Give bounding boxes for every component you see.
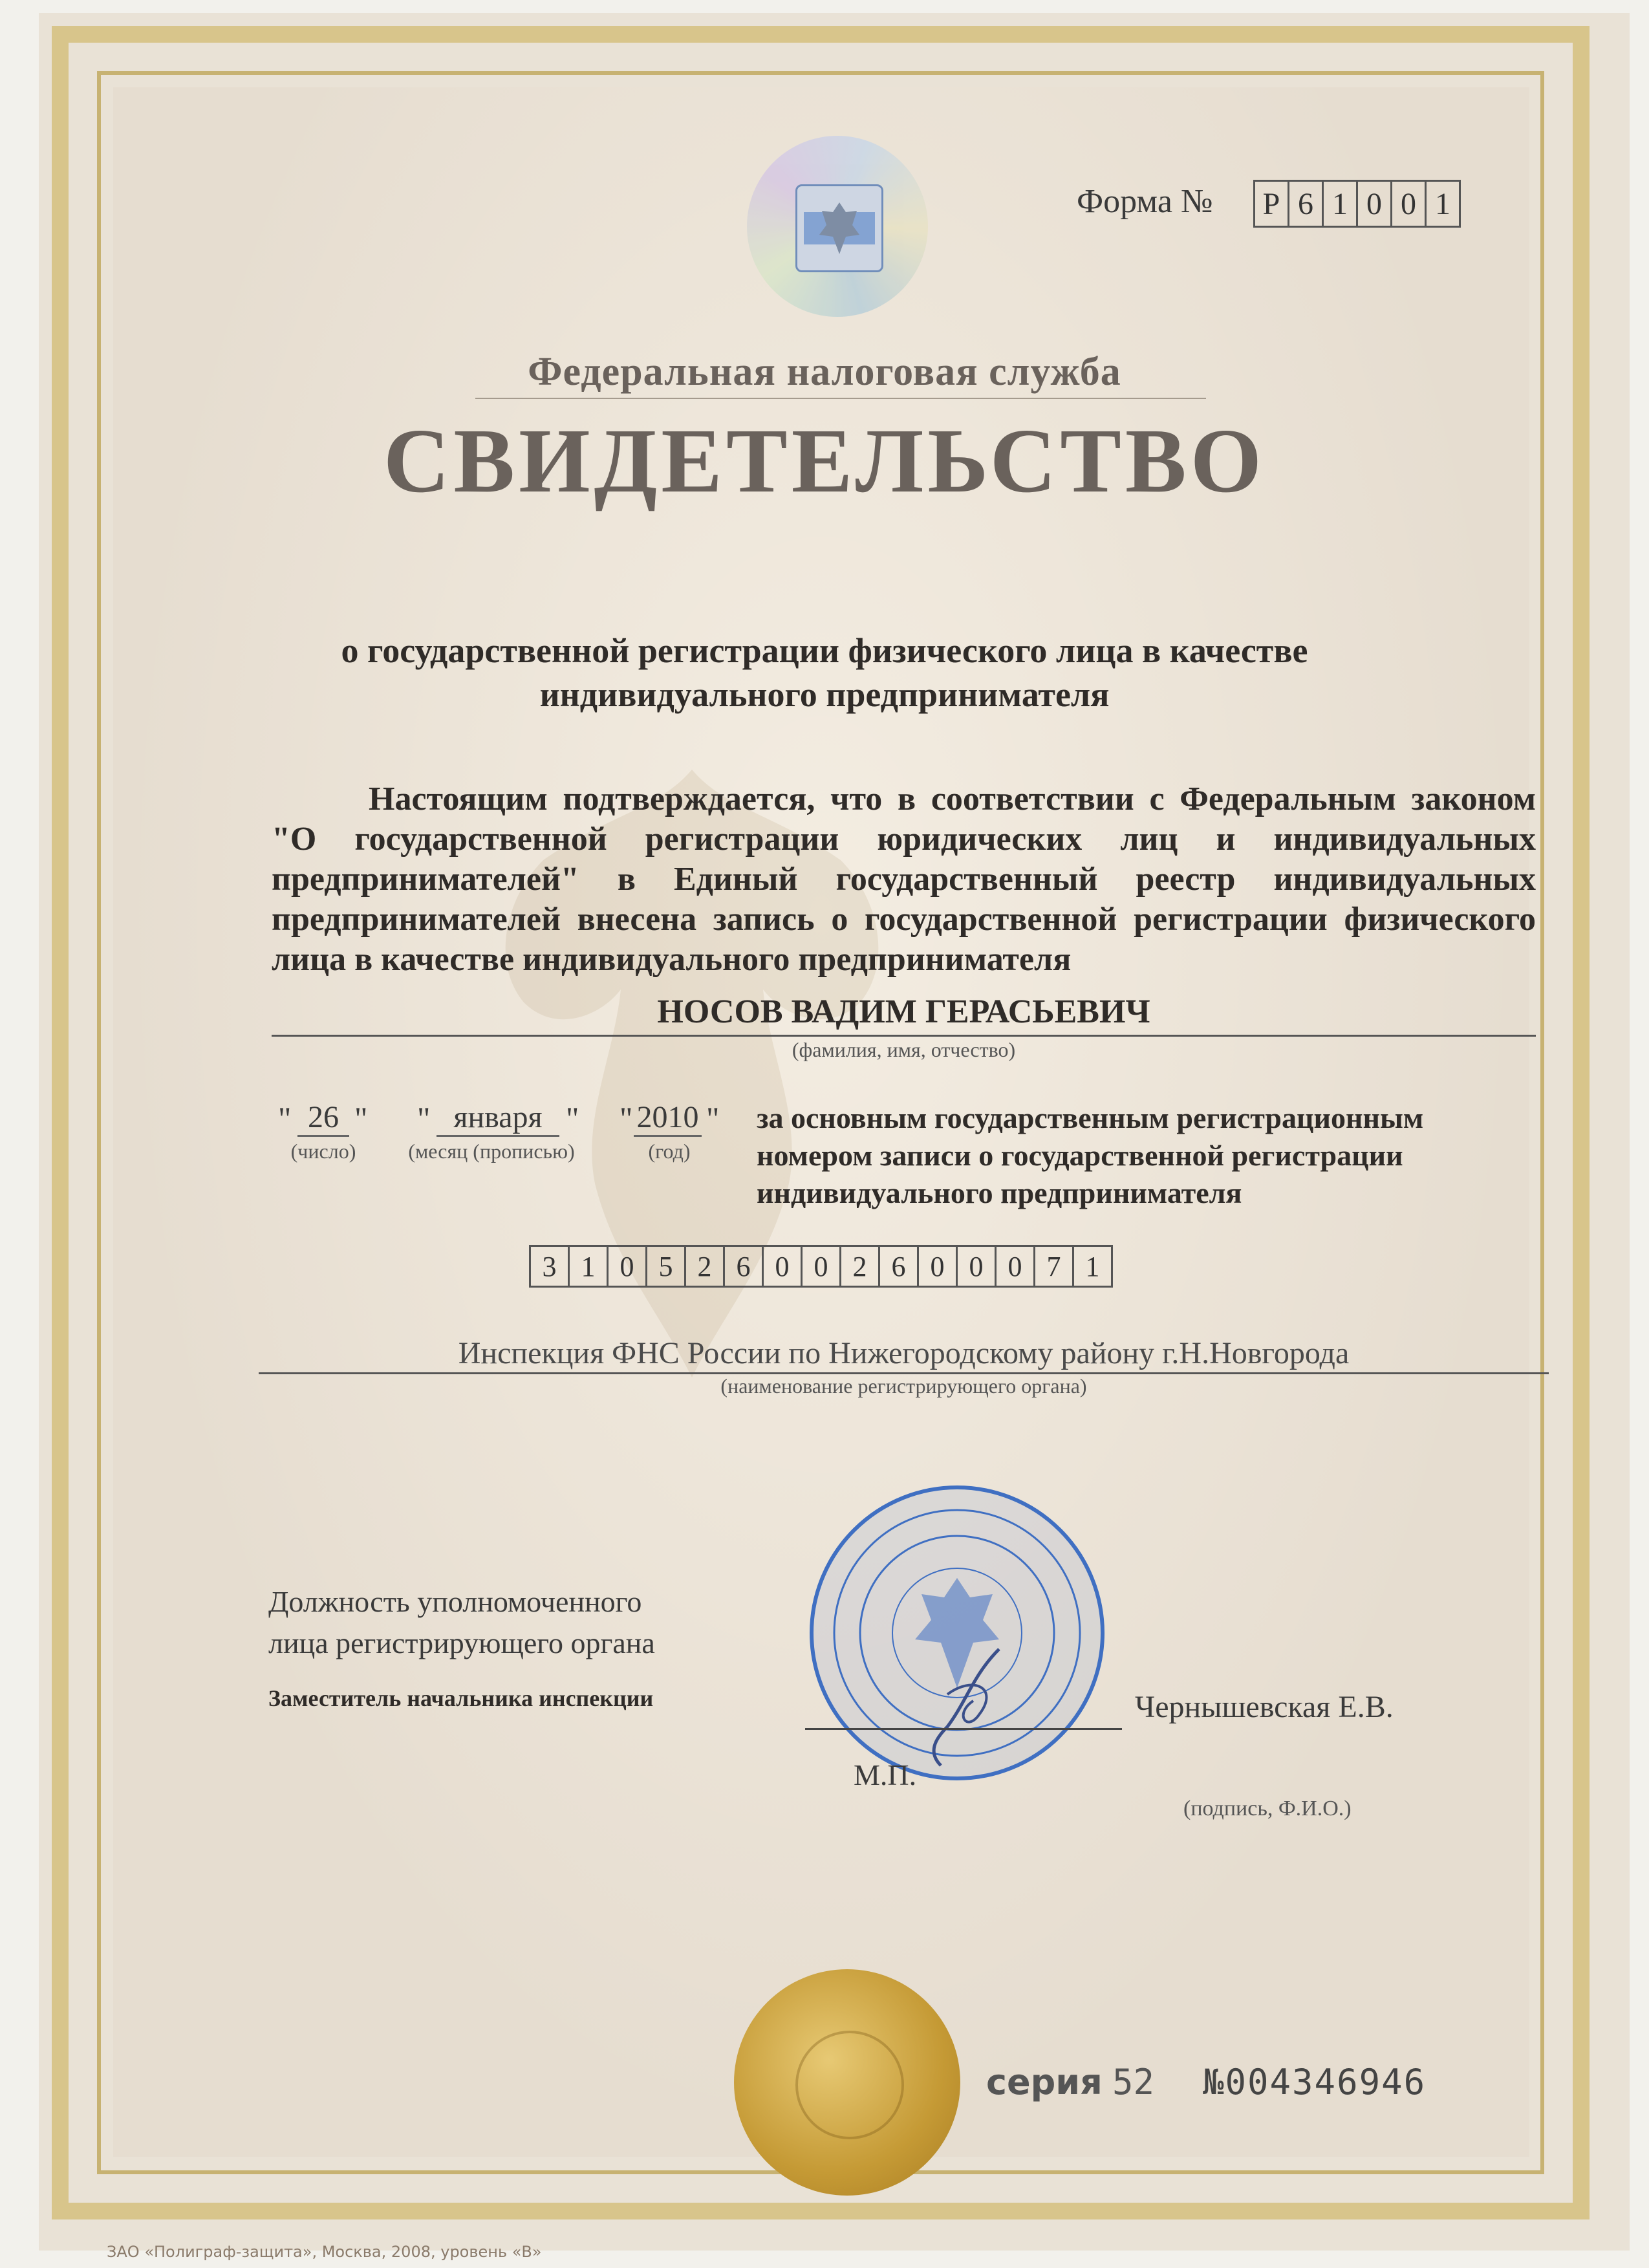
- form-number: [1253, 180, 1459, 228]
- registering-body-caption: (наименование регистрирующего органа): [720, 1374, 1087, 1398]
- name-caption: (фамилия, имя, отчество): [792, 1038, 1016, 1061]
- form-number-char: 0: [1356, 180, 1392, 228]
- form-number-char: 0: [1390, 180, 1427, 228]
- position-caption-line: Должность уполномоченного: [268, 1585, 642, 1618]
- document-title: СВИДЕТЕЛЬСТВО: [383, 409, 1266, 512]
- position-caption-line: лица регистрирующего органа: [268, 1626, 655, 1659]
- form-number-char: 1: [1425, 180, 1461, 228]
- ogrnip-number: [529, 1245, 1111, 1288]
- date-day: 26: [297, 1099, 349, 1137]
- ogrnip-digit: 0: [801, 1245, 841, 1288]
- signature-line: [805, 1728, 1122, 1730]
- certificate-number: №004346946: [1203, 2062, 1427, 2102]
- registration-text-line: номером записи о государственной регистрации: [757, 1139, 1403, 1172]
- signature-caption: (подпись, Ф.И.О.): [1183, 1797, 1352, 1820]
- gold-seal-icon: [734, 1969, 960, 2196]
- ogrnip-digit: 0: [607, 1245, 647, 1288]
- series-label: серия: [986, 2062, 1103, 2102]
- document-subtitle: [323, 629, 1326, 717]
- series-value: 52: [1112, 2062, 1155, 2102]
- person-full-name: НОСОВ ВАДИМ ГЕРАСЬЕВИЧ: [657, 993, 1150, 1030]
- ogrnip-digit: 0: [917, 1245, 958, 1288]
- date-year: 2010: [634, 1099, 702, 1137]
- ogrnip-digit: 6: [878, 1245, 919, 1288]
- hologram-emblem-icon: [747, 136, 928, 317]
- date-day-caption: (число): [290, 1139, 356, 1163]
- registration-number-text: [757, 1099, 1533, 1212]
- organization-name: Федеральная налоговая служба: [528, 350, 1121, 394]
- form-label: Форма №: [1077, 183, 1213, 220]
- ogrnip-digit: 2: [684, 1245, 725, 1288]
- date-month-caption: (месяц (прописью): [408, 1139, 575, 1163]
- ogrnip-digit: 0: [762, 1245, 803, 1288]
- official-position: Заместитель начальника инспекции: [268, 1685, 654, 1711]
- form-number-char: 1: [1322, 180, 1358, 228]
- official-stamp-icon: [805, 1481, 1109, 1785]
- ogrnip-digit: 7: [1033, 1245, 1074, 1288]
- registering-body-name: Инспекция ФНС России по Нижегородскому району г.Н.Новгорода: [458, 1336, 1350, 1370]
- date-year-caption: (год): [648, 1139, 691, 1163]
- form-number-char: 6: [1288, 180, 1324, 228]
- organization-divider: [475, 398, 1206, 399]
- ogrnip-digit: 1: [568, 1245, 609, 1288]
- ogrnip-digit: 6: [723, 1245, 764, 1288]
- printer-note: ЗАО «Полиграф-защита», Москва, 2008, уровень «В»: [107, 2243, 542, 2261]
- stamp-place-label: М.П.: [854, 1758, 917, 1791]
- subtitle-line: о государственной регистрации физического лица в качестве: [341, 631, 1308, 670]
- registration-date: " 26 " " января " " 2010 " (число) (месяц (прописью) (год): [278, 1100, 720, 1163]
- ogrnip-digit: 0: [956, 1245, 997, 1288]
- form-number-char: Р: [1253, 180, 1289, 228]
- date-month: января: [436, 1099, 559, 1137]
- subtitle-line: индивидуального предпринимателя: [539, 675, 1110, 714]
- name-underline: [272, 1035, 1536, 1037]
- ogrnip-digit: 5: [645, 1245, 686, 1288]
- ogrnip-digit: 3: [529, 1245, 570, 1288]
- body-paragraph: Настоящим подтверждается, что в соответствии с Федеральным законом "О государственной регистрации юридических лиц и индивидуальных предпринимателей" в Единый государственный реестр индивидуальных предпринимателей внесена запись о государственной регистрации физического лица в качестве индивидуального предпринимателя: [272, 781, 1536, 978]
- signer-name: Чернышевская Е.В.: [1135, 1690, 1394, 1724]
- ogrnip-digit: 1: [1072, 1245, 1113, 1288]
- ogrnip-digit: 0: [995, 1245, 1035, 1288]
- registration-text-line: индивидуального предпринимателя: [757, 1176, 1242, 1209]
- position-caption: [268, 1581, 655, 1664]
- registration-text-line: за основным государственным регистрационным: [757, 1101, 1424, 1134]
- ogrnip-digit: 2: [839, 1245, 880, 1288]
